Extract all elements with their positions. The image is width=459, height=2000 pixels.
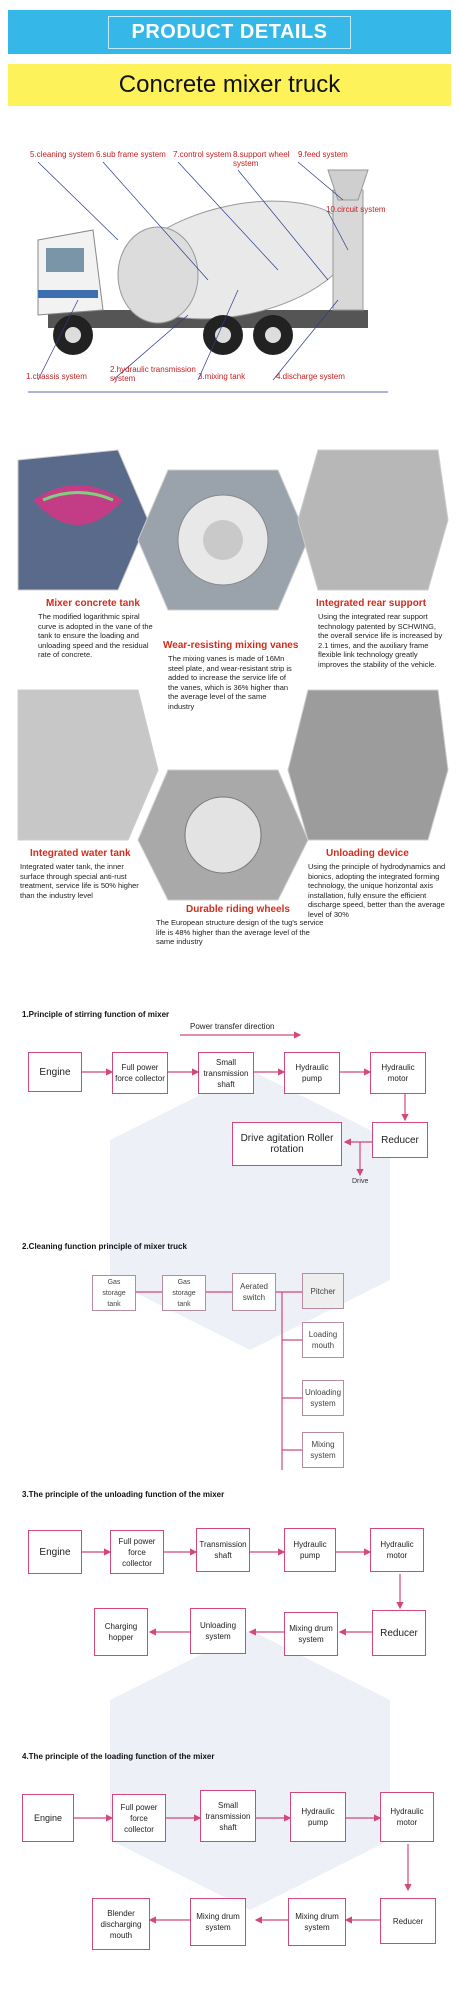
feature-desc-mixer-tank: The modified logarithmic spiral curve is adopted in the vane of the tank to ensure the loading and unloading speed and the residual rate of concrete. — [38, 612, 153, 659]
s3-unloading-system: Unloading system — [190, 1608, 246, 1654]
section-1-title: 1.Principle of stirring function of mixer — [22, 1010, 170, 1019]
label-support-wheel-2: system — [233, 159, 259, 168]
s1-reducer: Reducer — [372, 1122, 428, 1158]
product-details-banner — [8, 10, 451, 54]
feature-desc-water-tank: Integrated water tank, the inner surface through special anti-rust treatment, service life is 50% higher than the industry level — [20, 862, 139, 900]
s4-collector: Full power force collector — [112, 1794, 166, 1842]
page-subtitle: Concrete mixer truck — [8, 64, 451, 106]
s3-engine: Engine — [28, 1530, 82, 1574]
s3-shaft: Transmission shaft — [196, 1528, 250, 1572]
feature-desc-rear-support: Using the integrated rear support technology patented by SCHWING, the overall service life is increased by 2.1 times, and the auxiliary frame flexible link technology greatly improves the stability of the vehicle. — [318, 612, 443, 669]
s4-engine: Engine — [22, 1794, 74, 1842]
feature-title-riding-wheels: Durable riding wheels — [186, 904, 290, 915]
s3-collector: Full power force collector — [110, 1530, 164, 1574]
feature-desc-mixing-vanes: The mixing vanes is made of 16Mn steel plate, and wear-resistant strip is added to increase the service life of the vanes, which is 36% higher than the average level of the same industry — [168, 654, 292, 711]
s4-mixing-drum-1: Mixing drum system — [190, 1898, 246, 1946]
feature-desc-unloading-device: Using the principle of hydrodynamics and bionics, adopting the integrated forming technology, the unique horizontal axis installation, fully ensure the efficient discharge speed, better than the average level of 30% — [308, 862, 446, 919]
s4-blender-mouth: Blender discharging mouth — [92, 1898, 150, 1950]
s2-unloading-system: Unloading system — [302, 1380, 344, 1416]
s2-pitcher: Pitcher — [302, 1273, 344, 1309]
s3-pump: Hydraulic pump — [284, 1528, 336, 1572]
feature-title-unloading-device: Unloading device — [326, 848, 409, 859]
s2-gas-tank-2: Gas storage tank — [162, 1275, 206, 1311]
truck-diagram — [8, 130, 451, 410]
label-control-system: 7.control system — [173, 150, 232, 159]
label-chassis-system: 1.chassis system — [26, 372, 87, 381]
s2-gas-tank-1: Gas storage tank — [92, 1275, 136, 1311]
label-hydraulic-transmission: 2.hydraulic transmission — [110, 365, 196, 374]
feature-title-rear-support: Integrated rear support — [316, 598, 427, 609]
s1-drive-label: Drive — [352, 1178, 369, 1185]
s2-aerated-switch: Aerated switch — [232, 1273, 276, 1311]
s4-reducer: Reducer — [380, 1898, 436, 1944]
label-discharge-system: 4.discharge system — [276, 372, 345, 381]
section-3-title: 3.The principle of the unloading function of the mixer — [22, 1490, 225, 1499]
label-circuit-system: 10.circuit system — [326, 205, 386, 214]
s1-collector: Full power force collector — [112, 1052, 168, 1094]
label-cleaning-system: 5.cleaning system — [30, 150, 95, 159]
s2-loading-mouth: Loading mouth — [302, 1322, 344, 1358]
s3-charging-hopper: Charging hopper — [94, 1608, 148, 1656]
s1-engine: Engine — [28, 1052, 82, 1092]
feature-desc-riding-wheels: The European structure design of the tug's service life is 48% higher than the average level of the same industry — [156, 918, 324, 946]
power-direction-label: Power transfer direction — [190, 1022, 275, 1031]
banner-title: PRODUCT DETAILS — [108, 16, 350, 49]
s2-mixing-system: Mixing system — [302, 1432, 344, 1468]
s3-mixing-drum: Mixing drum system — [284, 1612, 338, 1656]
s4-mixing-drum-2: Mixing drum system — [288, 1898, 346, 1946]
s1-drive-rotation: Drive agitation Roller rotation — [232, 1122, 342, 1166]
s4-pump: Hydraulic pump — [290, 1792, 346, 1842]
feature-title-mixing-vanes: Wear-resisting mixing vanes — [163, 640, 299, 651]
s1-shaft: Small transmission shaft — [198, 1052, 254, 1094]
section-2-title: 2.Cleaning function principle of mixer truck — [22, 1242, 187, 1251]
label-hydraulic-transmission-2: system — [110, 374, 136, 383]
feature-title-water-tank: Integrated water tank — [30, 848, 131, 859]
s3-motor: Hydraulic motor — [370, 1528, 424, 1572]
section-2-arrows — [0, 1260, 459, 1510]
features-section — [8, 440, 451, 980]
label-sub-frame-system: 6.sub frame system — [96, 150, 166, 159]
label-mixing-tank: 3.mixing tank — [198, 372, 246, 381]
s4-motor: Hydraulic motor — [380, 1792, 434, 1842]
truck-illustration — [8, 130, 451, 410]
label-support-wheel: 8.support wheel — [233, 150, 290, 159]
label-feed-system: 9.feed system — [298, 150, 348, 159]
s1-motor: Hydraulic motor — [370, 1052, 426, 1094]
s1-pump: Hydraulic pump — [284, 1052, 340, 1094]
section-4-title: 4.The principle of the loading function of the mixer — [22, 1752, 215, 1761]
s3-reducer: Reducer — [372, 1610, 426, 1656]
s4-shaft: Small transmission shaft — [200, 1790, 256, 1842]
feature-title-mixer-tank: Mixer concrete tank — [46, 598, 140, 609]
